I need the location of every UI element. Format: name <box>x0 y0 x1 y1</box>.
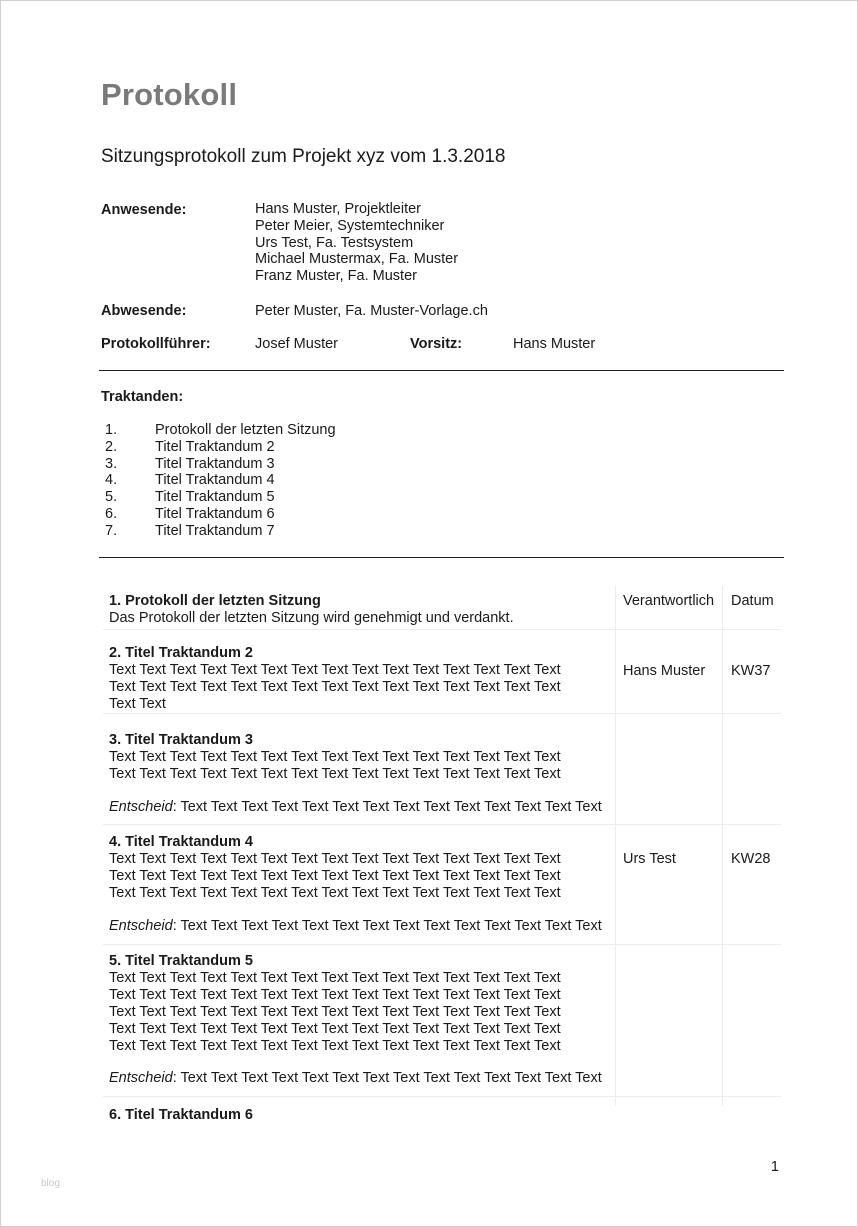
absent-value: Peter Muster, Fa. Muster-Vorlage.ch <box>255 303 488 319</box>
agenda-item-text: Titel Traktandum 3 <box>155 455 275 472</box>
agenda-item-text: Titel Traktandum 4 <box>155 472 275 489</box>
section-text-line: Text Text Text Text Text Text Text Text Text Text Text Text Text Text Text <box>109 678 561 695</box>
attendee-name: Franz Muster, Fa. Muster <box>255 268 417 285</box>
section-title: 6. Titel Traktandum 6 <box>109 1107 253 1123</box>
agenda-item-text: Titel Traktandum 7 <box>155 522 275 539</box>
column-header-date: Datum <box>731 593 774 609</box>
column-header-responsible: Verantwortlich <box>623 593 715 609</box>
agenda-item-number: 5. <box>105 489 118 506</box>
agenda-section <box>109 645 561 713</box>
agenda-label: Traktanden: <box>101 389 184 405</box>
table-grid-line <box>722 586 723 1106</box>
decision-label: Entscheid <box>109 1070 173 1087</box>
section-text-line: Text Text Text Text Text Text Text Text Text Text Text Text Text Text Text <box>109 850 561 867</box>
agenda-item-number: 3. <box>105 455 118 472</box>
decision-label: Entscheid <box>109 798 173 815</box>
recorder-value: Josef Muster <box>255 336 338 352</box>
document-title: Protokoll <box>101 77 238 112</box>
agenda-item <box>105 489 336 506</box>
section-title: 4. Titel Traktandum 4 <box>109 834 253 850</box>
table-grid-line <box>103 824 781 825</box>
agenda-item <box>105 506 336 523</box>
divider <box>99 370 784 371</box>
agenda-section <box>109 953 602 1087</box>
section-responsible: Urs Test <box>623 851 676 867</box>
agenda-item-text: Titel Traktandum 2 <box>155 438 275 455</box>
section-title: 2. Titel Traktandum 2 <box>109 645 253 661</box>
agenda-item <box>105 456 336 473</box>
attendees-list <box>255 201 458 285</box>
attendee-name: Michael Mustermax, Fa. Muster <box>255 251 459 268</box>
agenda-item-number: 7. <box>105 522 118 539</box>
section-text-line: Text Text Text Text Text Text Text Text Text Text Text Text Text Text Text <box>109 986 561 1003</box>
decision-text: : Text Text Text Text Text Text Text Text Text Text Text Text Text Text <box>172 1070 602 1087</box>
section-decision <box>109 918 602 935</box>
agenda-item-number: 4. <box>105 472 118 489</box>
section-text-line: Text Text Text Text Text Text Text Text Text Text Text Text Text Text Text <box>109 1020 561 1037</box>
section-text-line: Text Text Text Text Text Text Text Text Text Text Text Text Text Text Text <box>109 1037 561 1054</box>
agenda-item <box>105 439 336 456</box>
section-text-line: Text Text <box>109 695 166 712</box>
agenda-item-number: 2. <box>105 438 118 455</box>
agenda-item <box>105 523 336 540</box>
agenda-section <box>109 732 602 816</box>
page-number: 1 <box>770 1159 779 1175</box>
agenda-item-number: 6. <box>105 505 118 522</box>
section-title: 3. Titel Traktandum 3 <box>109 732 253 748</box>
agenda-section <box>109 1107 253 1124</box>
section-text-line: Text Text Text Text Text Text Text Text Text Text Text Text Text Text Text <box>109 1003 561 1020</box>
watermark: blog <box>41 1178 60 1189</box>
decision-text: : Text Text Text Text Text Text Text Text Text Text Text Text Text Text <box>172 917 602 934</box>
section-text-line: Text Text Text Text Text Text Text Text Text Text Text Text Text Text Text <box>109 748 561 765</box>
section-date: KW37 <box>731 663 771 679</box>
attendee-name: Peter Meier, Systemtechniker <box>255 217 445 234</box>
attendees-label: Anwesende: <box>101 202 187 218</box>
section-text-line: Text Text Text Text Text Text Text Text Text Text Text Text Text Text Text <box>109 867 561 884</box>
table-grid-line <box>103 1096 781 1097</box>
agenda-item-number: 1. <box>105 422 118 438</box>
divider <box>99 557 784 558</box>
agenda-item <box>105 422 336 439</box>
section-date: KW28 <box>731 851 771 867</box>
agenda-list <box>105 422 336 540</box>
table-grid-line <box>103 713 781 714</box>
chair-value: Hans Muster <box>513 336 596 352</box>
section-decision <box>109 799 602 816</box>
table-grid-line <box>103 629 781 630</box>
agenda-item-text: Protokoll der letzten Sitzung <box>155 422 336 438</box>
absent-label: Abwesende: <box>101 303 187 319</box>
decision-label: Entscheid <box>109 917 173 934</box>
section-decision <box>109 1070 602 1087</box>
section-text-line: Text Text Text Text Text Text Text Text Text Text Text Text Text Text Text <box>109 661 561 678</box>
table-grid-line <box>103 944 781 945</box>
table-grid-line <box>615 586 616 1106</box>
agenda-section <box>109 593 514 627</box>
chair-label: Vorsitz: <box>410 336 463 352</box>
section-title: 5. Titel Traktandum 5 <box>109 953 253 969</box>
section-text-line: Text Text Text Text Text Text Text Text Text Text Text Text Text Text Text <box>109 884 561 901</box>
document-subtitle: Sitzungsprotokoll zum Projekt xyz vom 1.3.2018 <box>101 146 506 167</box>
agenda-item <box>105 472 336 489</box>
attendee-name: Hans Muster, Projektleiter <box>255 201 422 217</box>
recorder-label: Protokollführer: <box>101 336 211 352</box>
decision-text: : Text Text Text Text Text Text Text Text Text Text Text Text Text Text <box>172 798 602 815</box>
agenda-item-text: Titel Traktandum 5 <box>155 489 275 506</box>
section-text-line: Text Text Text Text Text Text Text Text Text Text Text Text Text Text Text <box>109 765 561 782</box>
attendee-name: Urs Test, Fa. Testsystem <box>255 234 414 251</box>
section-text-line: Text Text Text Text Text Text Text Text Text Text Text Text Text Text Text <box>109 969 561 986</box>
section-text-line: Das Protokoll der letzten Sitzung wird genehmigt und verdankt. <box>109 609 514 626</box>
agenda-section <box>109 834 602 935</box>
agenda-item-text: Titel Traktandum 6 <box>155 505 275 522</box>
section-responsible: Hans Muster <box>623 663 706 679</box>
section-title: 1. Protokoll der letzten Sitzung <box>109 593 321 609</box>
